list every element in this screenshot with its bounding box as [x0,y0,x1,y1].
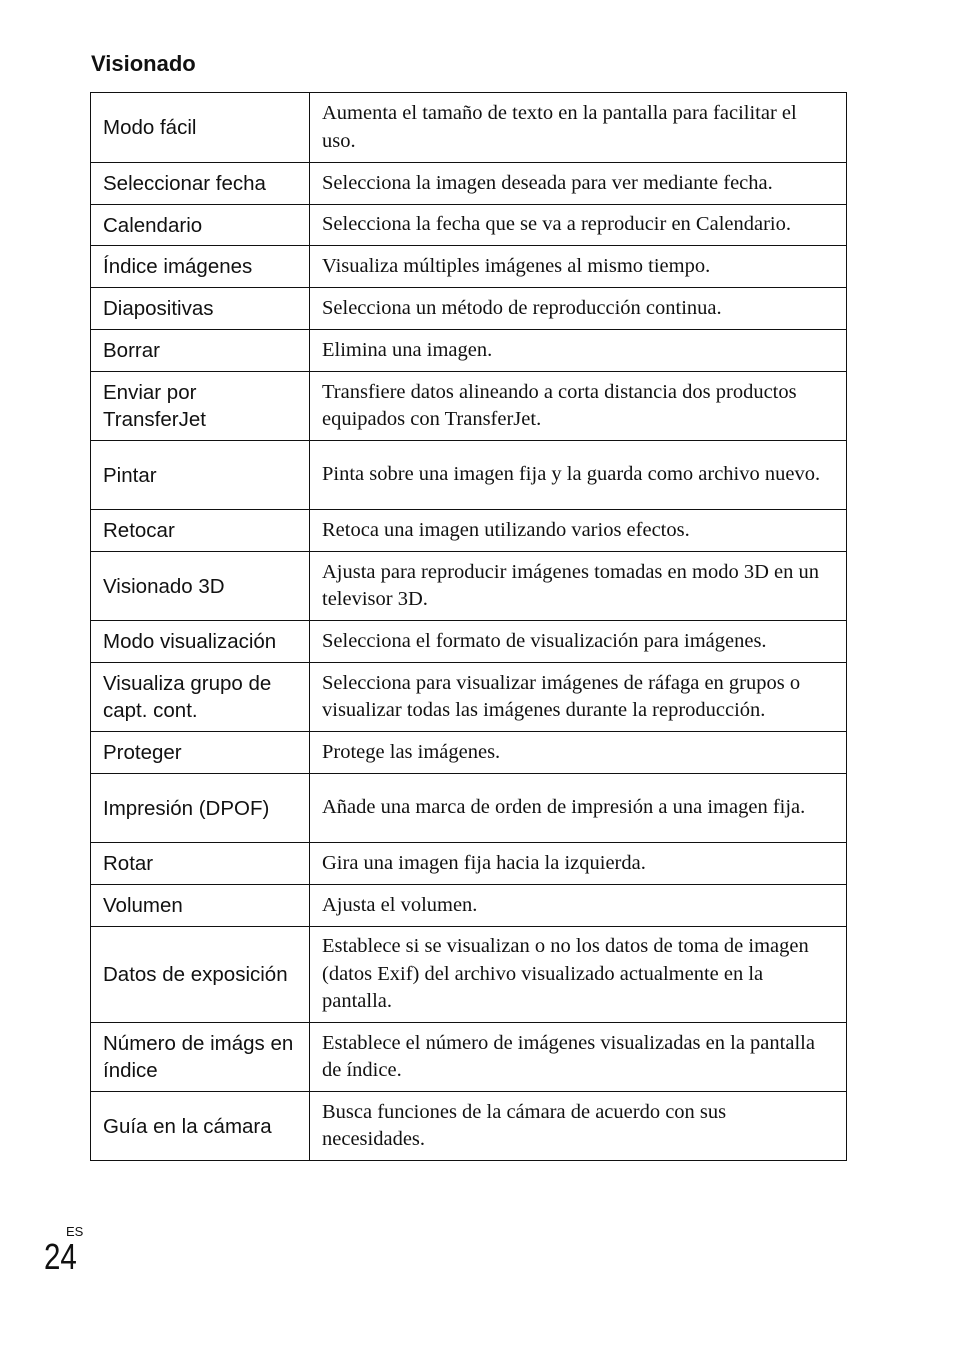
table-row [91,552,847,621]
function-description: Establece el número de imágenes visualizadas en la pantalla de índice. [310,1023,847,1092]
function-description: Elimina una imagen. [310,330,847,372]
function-name: Modo fácil [91,93,310,163]
function-description: Busca funciones de la cámara de acuerdo con sus necesidades. [310,1092,847,1161]
language-code: ES [66,1224,84,1239]
function-description: Transfiere datos alineando a corta distancia dos productos equipados con TransferJet. [310,372,847,441]
function-description: Visualiza múltiples imágenes al mismo tiempo. [310,246,847,288]
table-row [91,372,847,441]
table-row [91,621,847,663]
function-description: Protege las imágenes. [310,732,847,774]
function-description: Selecciona el formato de visualización para imágenes. [310,621,847,663]
function-name: Volumen [91,885,310,927]
function-description: Añade una marca de orden de impresión a una imagen fija. [310,774,847,843]
function-name: Índice imágenes [91,246,310,288]
function-description: Selecciona para visualizar imágenes de ráfaga en grupos o visualizar todas las imágenes durante la reproducción. [310,663,847,732]
function-description: Gira una imagen fija hacia la izquierda. [310,843,847,885]
function-name: Calendario [91,205,310,246]
function-description: Selecciona la imagen deseada para ver mediante fecha. [310,163,847,205]
table-row [91,927,847,1023]
table-row [91,288,847,330]
function-name: Retocar [91,510,310,552]
function-name: Diapositivas [91,288,310,330]
table-row [91,663,847,732]
function-name: Borrar [91,330,310,372]
function-description: Establece si se visualizan o no los datos de toma de imagen (datos Exif) del archivo visualizado actualmente en la pantalla. [310,927,847,1023]
function-name: Datos de exposición [91,927,310,1023]
function-name: Impresión (DPOF) [91,774,310,843]
function-description: Selecciona un método de reproducción continua. [310,288,847,330]
function-description: Selecciona la fecha que se va a reproducir en Calendario. [310,205,847,246]
function-description: Pinta sobre una imagen fija y la guarda como archivo nuevo. [310,441,847,510]
function-name: Rotar [91,843,310,885]
function-name: Visionado 3D [91,552,310,621]
function-description: Ajusta el volumen. [310,885,847,927]
page-number: 24 [44,1236,77,1277]
table-row [91,1023,847,1092]
function-name: Enviar por TransferJet [91,372,310,441]
function-description: Ajusta para reproducir imágenes tomadas en modo 3D en un televisor 3D. [310,552,847,621]
function-description: Retoca una imagen utilizando varios efectos. [310,510,847,552]
table-row [91,246,847,288]
table-row [91,774,847,843]
function-name: Número de imágs en índice [91,1023,310,1092]
section-title: Visionado [91,51,196,76]
table-row [91,885,847,927]
function-name: Seleccionar fecha [91,163,310,205]
function-name: Proteger [91,732,310,774]
table-row [91,93,847,163]
table-row [91,1092,847,1161]
table-row [91,205,847,246]
table-row [91,163,847,205]
table-row [91,843,847,885]
table-row [91,510,847,552]
table-row [91,732,847,774]
function-name: Guía en la cámara [91,1092,310,1161]
table-row [91,330,847,372]
function-description: Aumenta el tamaño de texto en la pantalla para facilitar el uso. [310,93,847,163]
function-table [90,92,847,1161]
table-row [91,441,847,510]
function-name: Visualiza grupo de capt. cont. [91,663,310,732]
function-name: Pintar [91,441,310,510]
function-name: Modo visualización [91,621,310,663]
